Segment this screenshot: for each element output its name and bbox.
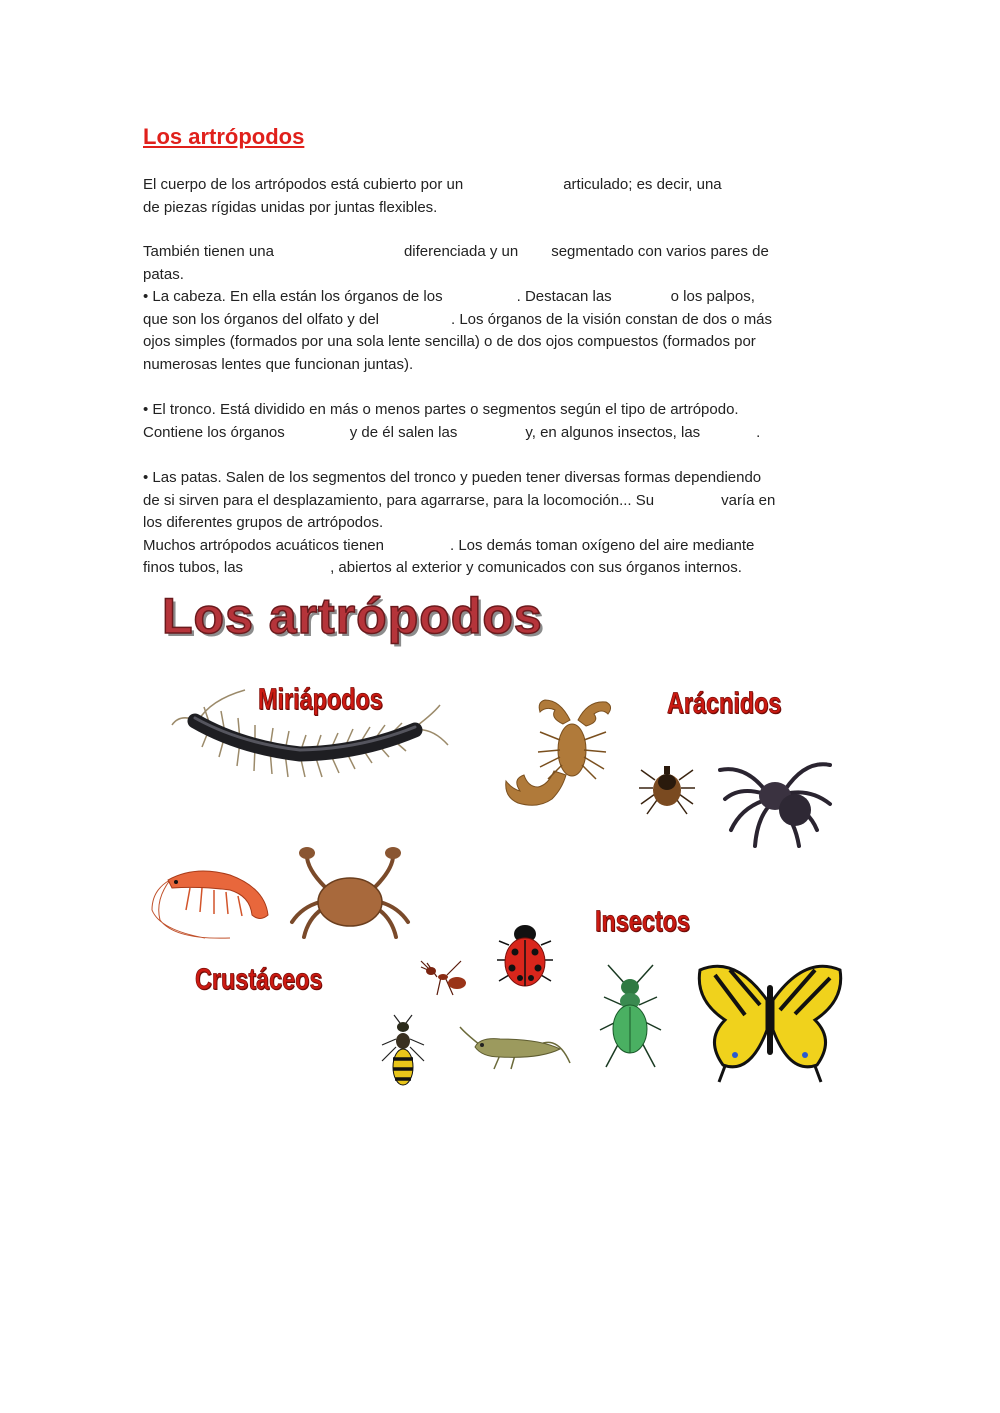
grasshopper-icon [460,1027,575,1072]
shrimp-icon [150,860,280,945]
paragraph-trunk [143,399,843,444]
text-segment: diferenciada y un [403,243,519,260]
text-line [143,422,843,445]
text-segment: . Los órganos de la visión constan de dos o más [451,310,773,328]
paragraph-head [143,241,843,376]
tick-icon [637,760,697,815]
text-line [143,535,843,558]
text-segment: El cuerpo de los artrópodos está cubierto por un [143,176,464,193]
ladybug-icon [495,920,555,990]
paragraph-legs [143,467,843,580]
text-segment: finos tubos, las [143,559,244,576]
ant-icon [415,955,475,1003]
text-segment: Contiene los órganos [143,423,285,441]
text-line [143,490,843,513]
text-segment: que son los órganos del olfato y del [143,310,379,328]
text-line: • El tronco. Está dividido en más o menos partes o segmentos según el tipo de artrópodo. [143,401,739,418]
text-line [143,309,843,332]
text-segment: Muchos artrópodos acuáticos tienen [143,536,384,554]
centipede-icon [170,685,450,795]
poster-title: Los artrópodos [162,588,543,644]
text-line [143,241,843,264]
text-segment: o los palpos, [670,288,755,305]
text-segment: . Los demás toman oxígeno del aire mediante [449,536,755,554]
text-segment: y, en algunos insectos, las [525,423,701,441]
text-segment: de si sirven para el desplazamiento, para agarrarse, para la locomoción... Su [143,491,655,509]
text-line: numerosas lentes que funcionan juntas). [143,355,414,373]
text-line: • Las patas. Salen de los segmentos del tronco y pueden tener diversas formas dependiendo [143,469,762,486]
text-line [143,174,843,197]
text-line [143,286,843,309]
text-segment: y de él salen las [349,423,458,441]
text-line: de piezas rígidas unidas por juntas flexibles. [143,198,438,216]
text-line: patas. [143,265,184,283]
label-crustaceos: Crustáceos [195,963,323,996]
text-segment: . [756,423,761,441]
label-insectos: Insectos [595,905,690,938]
text-line [143,557,843,580]
text-line: ojos simples (formados por una sola lente sencilla) o de dos ojos compuestos (formados por [143,333,756,350]
label-miriapodos: Miriápodos [258,683,383,716]
text-segment: varía en [721,491,776,509]
text-segment: articulado; es decir, una [563,176,722,193]
beetle-icon [598,965,663,1075]
text-segment: • La cabeza. En ella están los órganos de los [143,288,443,305]
text-line: los diferentes grupos de artrópodos. [143,514,384,531]
scorpion-icon [500,695,640,815]
butterfly-icon [695,960,845,1085]
text-segment: También tienen una [143,243,274,260]
page-title: Los artrópodos [143,124,305,149]
crab-icon [290,847,410,942]
wasp-icon [378,1015,428,1090]
text-segment: segmentado con varios pares de [551,243,769,260]
paragraph-exoskeleton [143,174,843,219]
text-segment: . Destacan las [516,288,612,305]
label-aracnidos: Arácnidos [667,687,782,720]
text-segment: , abiertos al exterior y comunicados con sus órganos internos. [330,559,742,576]
arthropods-poster [150,585,850,1095]
spider-icon [715,750,835,850]
